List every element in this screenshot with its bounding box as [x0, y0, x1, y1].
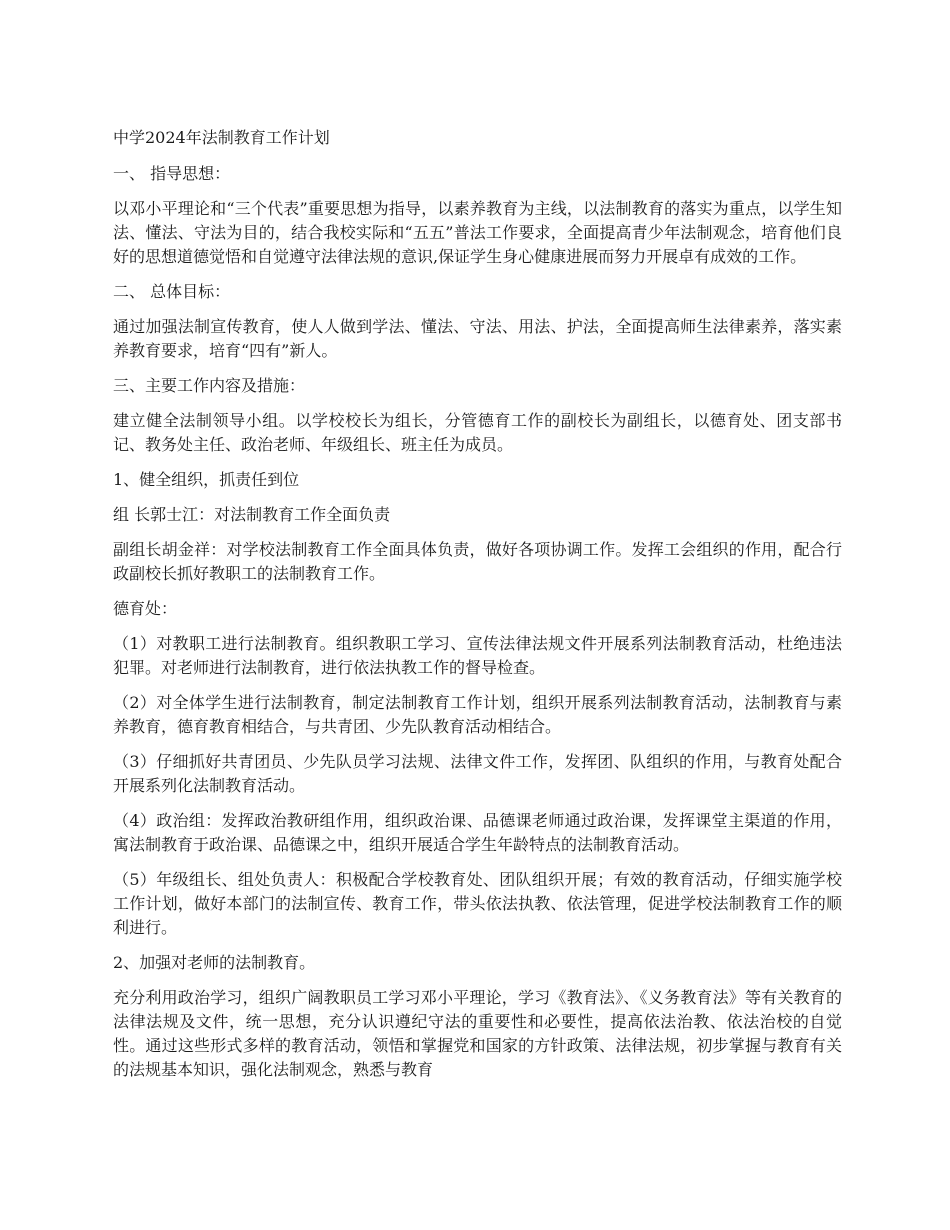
document-title: 中学2024年法制教育工作计划 [113, 128, 330, 147]
section-heading-main-work: 三、主要工作内容及措施： [113, 376, 306, 395]
paragraph-overall-goal: 通过加强法制宣传教育，使人人做到学法、懂法、守法、用法、护法，全面提高师生法律素养，落实素养教育要求，培育“四有”新人。 [113, 317, 842, 360]
list-item-3: （3）仔细抓好共青团员、少先队员学习法规、法律文件工作，发挥团、队组织的作用，与教育处配合开展系列化法制教育活动。 [113, 752, 842, 795]
subheading-organization: 1、健全组织，抓责任到位 [113, 470, 300, 489]
paragraph-guiding-ideology: 以邓小平理论和“三个代表”重要思想为指导，以素养教育为主线，以法制教育的落实为重点，以学生知法、懂法、守法为目的，结合我校实际和“五五”普法工作要求，全面提高青少年法制观念，培育他们良好的思想道德觉悟和自觉遵守法律法规的意识,保证学生身心健康进展而努力开展卓有成效的工作。 [113, 199, 842, 266]
label-moral-education-office: 德育处： [113, 599, 178, 618]
paragraph-leadership-group: 建立健全法制领导小组。以学校校长为组长，分管德育工作的副校长为副组长，以德育处、团支部书记、教务处主任、政治老师、年级组长、班主任为成员。 [113, 411, 842, 454]
section-heading-guiding-ideology: 一、 指导思想： [113, 164, 231, 183]
list-item-2: （2）对全体学生进行法制教育，制定法制教育工作计划，组织开展系列法制教育活动，法制教育与素养教育，德育教育相结合，与共青团、少先队教育活动相结合。 [113, 693, 842, 736]
paragraph-teacher-education: 充分利用政治学习，组织广阔教职员工学习邓小平理论，学习《教育法》、《义务教育法》等有关教育的法律法规及文件，统一思想，充分认识遵纪守法的重要性和必要性，提高依法治教、依法治校的自觉性。通过这些形式多样的教育活动，领悟和掌握党和国家的方针政策、法律法规，初步掌握与教育有关的法规基本知识，强化法制观念，熟悉与教育 [113, 988, 842, 1079]
paragraph-group-leader: 组 长郭士江：对法制教育工作全面负责 [113, 505, 391, 524]
document-page [113, 126, 842, 1093]
subheading-teacher-education: 2、加强对老师的法制教育。 [113, 953, 316, 972]
list-item-5: （5）年级组长、组处负责人：积极配合学校教育处、团队组织开展；有效的教育活动，仔细实施学校工作计划，做好本部门的法制宣传、教育工作，带头依法执教、依法管理，促进学校法制教育工作的顺利进行。 [113, 870, 842, 937]
list-item-1: （1）对教职工进行法制教育。组织教职工学习、宣传法律法规文件开展系列法制教育活动，杜绝违法犯罪。对老师进行法制教育，进行依法执教工作的督导检查。 [113, 634, 842, 677]
paragraph-deputy-leader: 副组长胡金祥：对学校法制教育工作全面具体负责，做好各项协调工作。发挥工会组织的作用，配合行政副校长抓好教职工的法制教育工作。 [113, 540, 842, 583]
section-heading-overall-goal: 二、 总体目标： [113, 282, 231, 301]
list-item-4: （4）政治组：发挥政治教研组作用，组织政治课、品德课老师通过政治课，发挥课堂主渠道的作用，寓法制教育于政治课、品德课之中，组织开展适合学生年龄特点的法制教育活动。 [113, 811, 842, 854]
